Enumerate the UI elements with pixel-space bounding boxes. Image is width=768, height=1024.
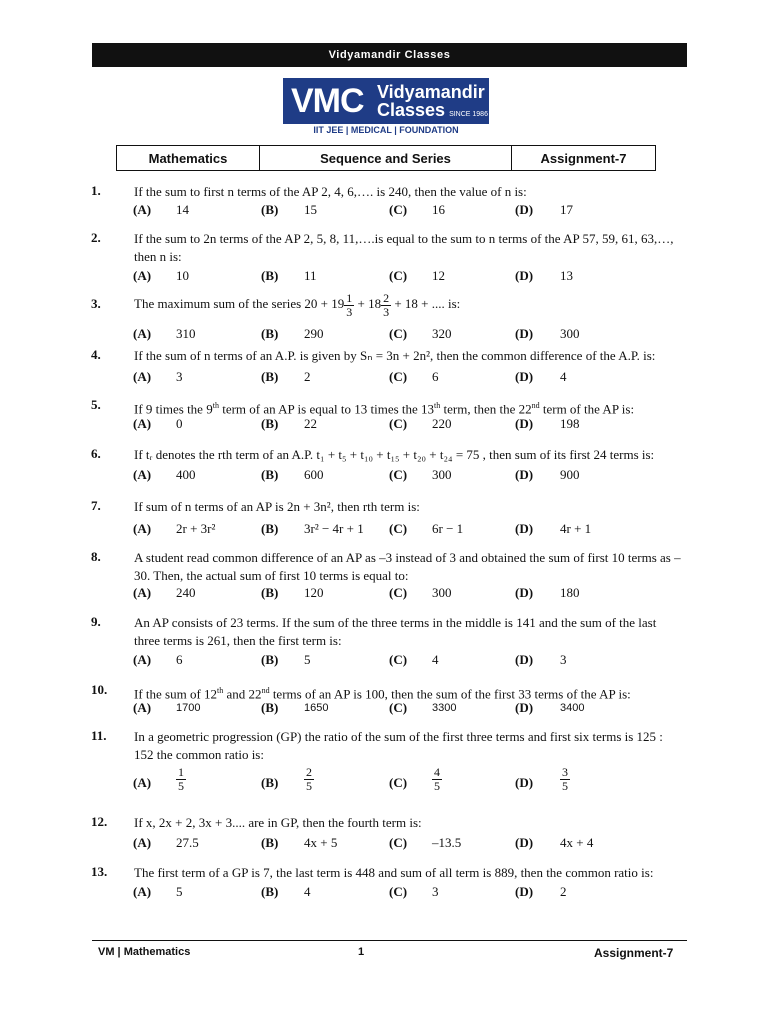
option-value: 2	[560, 884, 567, 899]
question-number: 12.	[91, 814, 108, 829]
superscript: nd	[531, 401, 540, 410]
topic-cell: Sequence and Series	[260, 146, 512, 170]
option-label: (A)	[133, 202, 152, 217]
option-label: (B)	[261, 585, 279, 600]
option-label: (A)	[133, 416, 152, 431]
option-label: (D)	[515, 268, 534, 283]
option-value: 1650	[304, 702, 329, 714]
option-label: (B)	[261, 416, 279, 431]
options-row	[0, 326, 768, 344]
option-value: 5	[176, 884, 183, 899]
option-label: (B)	[261, 775, 279, 790]
option-label: (C)	[389, 467, 408, 482]
option-value	[176, 766, 186, 793]
question-number: 4.	[91, 347, 101, 362]
option-value	[304, 766, 314, 793]
option-value: 4	[304, 884, 311, 899]
logo-vmc-text: VMC	[291, 82, 364, 120]
option-label: (C)	[389, 835, 408, 850]
denominator: 3	[346, 304, 353, 319]
question-number: 10.	[91, 682, 108, 697]
option-value: 180	[560, 585, 580, 600]
option-value: 4r + 1	[560, 521, 592, 536]
footer-right: Assignment-7	[594, 946, 674, 960]
numerator: 2	[383, 290, 390, 305]
option-label: (B)	[261, 467, 279, 482]
header-banner: Vidyamandir Classes	[92, 43, 687, 67]
fraction	[176, 766, 186, 793]
option-label: (B)	[261, 884, 279, 899]
option-label: (A)	[133, 585, 152, 600]
option-label: (C)	[389, 652, 408, 667]
logo-line2	[377, 100, 488, 125]
question-number: 3.	[91, 296, 101, 311]
question-number: 7.	[91, 498, 101, 513]
option-value: 1700	[176, 702, 201, 714]
footer-divider	[92, 940, 687, 941]
option-label: (A)	[133, 884, 152, 899]
option-label: (D)	[515, 835, 534, 850]
option-label: (C)	[389, 202, 408, 217]
option-label: (A)	[133, 835, 152, 850]
superscript: th	[217, 686, 224, 695]
option-value: 13	[560, 268, 573, 283]
option-value: 300	[560, 326, 580, 341]
assignment-cell: Assignment-7	[540, 150, 627, 166]
option-label: (D)	[515, 652, 534, 667]
options-row	[0, 652, 768, 670]
option-value: 290	[304, 326, 324, 341]
option-value: 10	[176, 268, 189, 283]
option-value: 17	[560, 202, 573, 217]
option-label: (D)	[515, 521, 534, 536]
question-text: If the sum of n terms of an A.P. is given by Sₙ = 3n + 2n², then the common difference of the A.P. is:	[134, 348, 656, 363]
option-label: (C)	[389, 884, 408, 899]
question-text: A student read common difference of an AP as –3 instead of 3 and obtained the sum of first 10 terms as –30. Then, the actual sum of first 10 terms is equal to:	[134, 550, 681, 583]
option-label: (D)	[515, 585, 534, 600]
text-part: If the sum of 12	[134, 686, 218, 702]
option-label: (D)	[515, 884, 534, 899]
option-label: (B)	[261, 202, 279, 217]
options-row	[0, 585, 768, 603]
option-label: (B)	[261, 268, 279, 283]
denominator: 3	[383, 304, 390, 319]
numerator: 3	[562, 765, 568, 779]
vmc-logo	[283, 78, 489, 138]
option-label: (B)	[261, 652, 279, 667]
option-value	[432, 766, 442, 793]
option-value: 22	[304, 416, 317, 431]
denominator: 5	[434, 779, 440, 793]
options-row	[0, 416, 768, 434]
option-label: (C)	[389, 416, 408, 431]
option-value: 3	[560, 652, 567, 667]
option-label: (C)	[389, 326, 408, 341]
option-label: (D)	[515, 202, 534, 217]
text-part: term, then the 22	[440, 401, 532, 417]
option-label: (D)	[515, 416, 534, 431]
option-value: 198	[560, 416, 580, 431]
option-label: (D)	[515, 700, 534, 715]
logo-box	[283, 78, 489, 124]
denominator: 5	[178, 779, 184, 793]
option-value: –13.5	[432, 835, 462, 850]
text-part: and 22	[223, 686, 262, 702]
option-value: 4x + 5	[304, 835, 338, 850]
question-text: If x, 2x + 2, 3x + 3.... are in GP, then the fourth term is:	[134, 815, 422, 830]
options-row	[0, 369, 768, 387]
superscript: th	[212, 401, 219, 410]
option-value: 0	[176, 416, 183, 431]
option-value: 11	[304, 268, 317, 283]
question-number: 5.	[91, 397, 101, 412]
option-value: 27.5	[176, 835, 199, 850]
option-label: (A)	[133, 369, 152, 384]
option-label: (C)	[389, 521, 408, 536]
option-value: 310	[176, 326, 196, 341]
option-value: 6	[432, 369, 439, 384]
option-label: (C)	[389, 268, 408, 283]
question-text: If sum of n terms of an AP is 2n + 3n², then rth term is:	[134, 499, 420, 514]
logo-tagline: IIT JEE | MEDICAL | FOUNDATION	[313, 125, 459, 135]
option-value: 3	[432, 884, 439, 899]
option-label: (C)	[389, 775, 408, 790]
fraction	[381, 292, 391, 319]
option-label: (B)	[261, 521, 279, 536]
option-value: 3	[176, 369, 183, 384]
numerator: 4	[434, 765, 440, 779]
question-text: If the sum to first n terms of the AP 2, 4, 6,…. is 240, then the value of n is:	[134, 184, 527, 199]
option-value: 3r² − 4r + 1	[304, 521, 364, 536]
option-value: 3400	[560, 702, 585, 714]
options-row	[0, 700, 768, 718]
option-label: (B)	[261, 835, 279, 850]
options-row	[0, 835, 768, 853]
question-text: If tᵣ denotes the rth term of an A.P. t₁ + t₅ + t₁₀ + t₁₅ + t₂₀ + t₂₄ = 75 , then sum of its first 24 terms is:	[134, 447, 655, 462]
option-value: 14	[176, 202, 189, 217]
fraction	[432, 766, 442, 793]
superscript: th	[434, 401, 441, 410]
option-value: 2	[304, 369, 311, 384]
question-number: 13.	[91, 864, 108, 879]
option-label: (D)	[515, 326, 534, 341]
question-text: The first term of a GP is 7, the last term is 448 and sum of all term is 889, then the common ratio is:	[134, 865, 654, 880]
question-text: In a geometric progression (GP) the ratio of the sum of the first three terms and first six terms is 125 : 152 the common ratio is:	[134, 729, 663, 762]
numerator: 2	[306, 765, 312, 779]
numerator: 1	[346, 290, 353, 305]
option-label: (C)	[389, 700, 408, 715]
question-number: 8.	[91, 549, 101, 564]
fraction	[560, 766, 570, 793]
question-number: 1.	[91, 183, 101, 198]
question-number: 2.	[91, 230, 101, 245]
option-value: 600	[304, 467, 324, 482]
logo-since: SINCE 1986	[449, 111, 488, 118]
numerator: 1	[178, 765, 184, 779]
superscript: nd	[261, 686, 270, 695]
option-label: (D)	[515, 467, 534, 482]
option-label: (B)	[261, 700, 279, 715]
option-label: (A)	[133, 268, 152, 283]
text-part: term of the AP is:	[539, 401, 635, 417]
text-part: + 18 + .... is:	[391, 296, 461, 311]
option-value: 300	[432, 467, 452, 482]
text-part: If 9 times the 9	[134, 401, 213, 417]
option-label: (D)	[515, 775, 534, 790]
option-value: 15	[304, 202, 317, 217]
options-row	[0, 268, 768, 286]
option-value: 6r − 1	[432, 521, 464, 536]
question-text	[134, 290, 682, 319]
denominator: 5	[562, 779, 568, 793]
option-value: 6	[176, 652, 183, 667]
option-value: 300	[432, 585, 452, 600]
options-row	[0, 521, 768, 539]
option-value: 4	[560, 369, 567, 384]
option-value: 12	[432, 268, 445, 283]
option-value: 16	[432, 202, 445, 217]
denominator: 5	[306, 779, 312, 793]
page-number: 1	[358, 946, 365, 958]
question-text: An AP consists of 23 terms. If the sum of the three terms in the middle is 141 and the sum of the last three terms is 261, then the first term is:	[134, 615, 657, 648]
option-value: 3300	[432, 702, 457, 714]
options-row	[0, 202, 768, 220]
option-value: 900	[560, 467, 580, 482]
option-label: (A)	[133, 700, 152, 715]
subject-cell: Mathematics	[117, 146, 260, 170]
fraction	[344, 292, 354, 319]
question-text: If the sum to 2n terms of the AP 2, 5, 8, 11,….is equal to the sum to n terms of the AP 57, 59, 61, 63,…, then n is:	[134, 231, 674, 264]
question-number: 6.	[91, 446, 101, 461]
text-part: The maximum sum of the series 20 + 19	[134, 296, 345, 311]
option-label: (A)	[133, 467, 152, 482]
option-label: (C)	[389, 369, 408, 384]
options-row	[0, 884, 768, 902]
option-label: (A)	[133, 652, 152, 667]
option-value: 120	[304, 585, 324, 600]
option-label: (D)	[515, 369, 534, 384]
option-label: (B)	[261, 369, 279, 384]
option-label: (C)	[389, 585, 408, 600]
option-label: (B)	[261, 326, 279, 341]
option-value: 2r + 3r²	[176, 521, 216, 536]
option-value: 240	[176, 585, 196, 600]
option-value: 4x + 4	[560, 835, 594, 850]
option-label: (A)	[133, 521, 152, 536]
text-part: + 18	[354, 296, 382, 311]
option-value: 220	[432, 416, 452, 431]
option-value	[560, 766, 570, 793]
footer-left: VM | Mathematics	[98, 946, 191, 958]
options-row	[0, 467, 768, 485]
fraction	[304, 766, 314, 793]
option-value: 5	[304, 652, 311, 667]
logo-line2-text: Classes	[377, 100, 446, 120]
option-value: 400	[176, 467, 196, 482]
option-label: (A)	[133, 775, 152, 790]
options-row	[0, 766, 768, 802]
option-value: 320	[432, 326, 452, 341]
option-label: (A)	[133, 326, 152, 341]
logo-line1: Vidyamandir	[377, 82, 485, 102]
text-part: terms of an AP is 100, then the sum of the first 33 terms of the AP is:	[269, 686, 631, 702]
text-part: term of an AP is equal to 13 times the 13	[218, 401, 435, 417]
option-value: 4	[432, 652, 439, 667]
question-number: 11.	[91, 728, 107, 743]
question-number: 9.	[91, 614, 101, 629]
title-row	[116, 145, 656, 171]
